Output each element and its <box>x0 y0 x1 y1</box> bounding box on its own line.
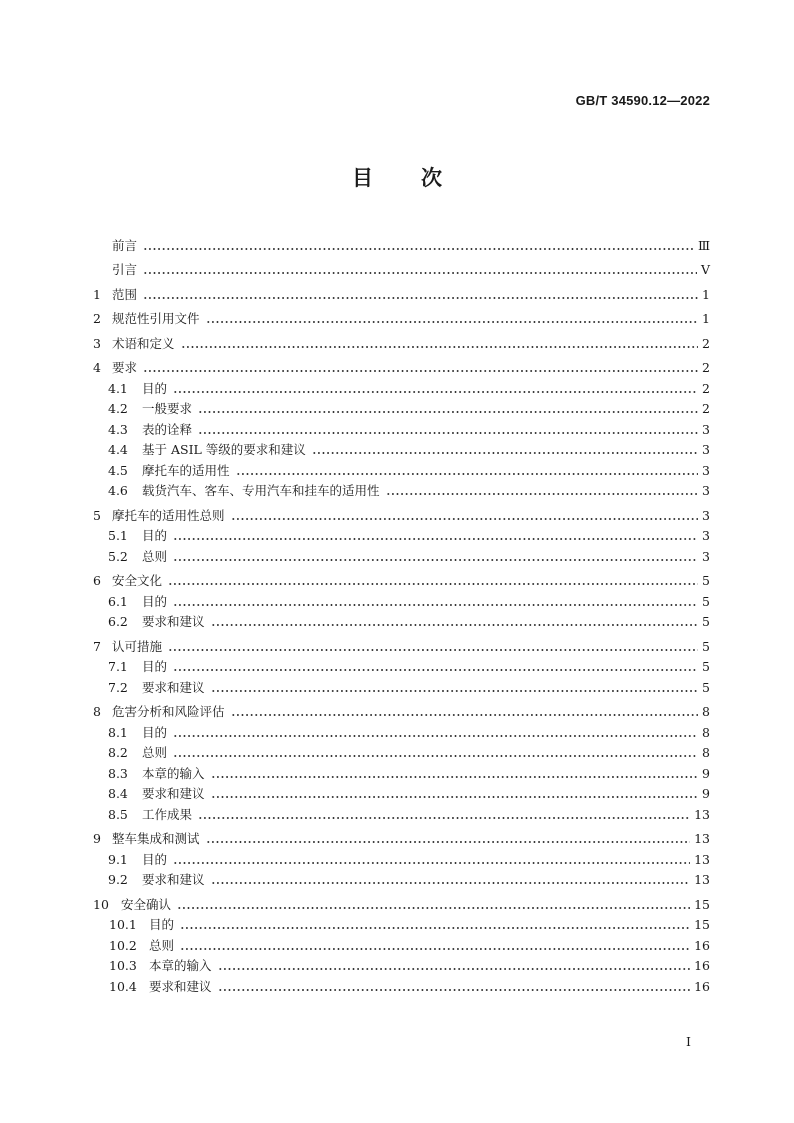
toc-entry-label: 要求 <box>112 360 138 375</box>
toc-entry-number: 7.1 <box>108 659 128 674</box>
toc-entry-label: 目的 <box>142 851 168 867</box>
toc-entry[interactable] <box>93 524 710 545</box>
toc-entry[interactable] <box>93 720 710 741</box>
toc-entry[interactable] <box>93 352 710 377</box>
toc-entry[interactable] <box>93 847 710 868</box>
toc-entry[interactable] <box>93 327 710 352</box>
toc-entry[interactable] <box>93 888 710 913</box>
toc-entry-number: 10.4 <box>109 978 137 994</box>
toc-entry-label: 表的诠释 <box>142 421 193 437</box>
toc-entry[interactable] <box>93 630 710 655</box>
dot-leader <box>211 796 698 798</box>
toc-entry-page: 8 <box>702 704 710 719</box>
toc-entry[interactable] <box>93 954 710 975</box>
toc-entry-page: 3 <box>702 462 710 478</box>
toc-entry-page: 3 <box>702 507 710 523</box>
toc-entry-label: 整车集成和测试 <box>112 831 200 846</box>
toc-entry[interactable] <box>93 479 710 500</box>
toc-entry-page: 5 <box>702 638 710 654</box>
toc-entry-page: 5 <box>702 614 710 629</box>
toc-entry[interactable] <box>93 254 710 279</box>
toc-entry-number: 10.2 <box>109 937 137 953</box>
toc-entry-label: 安全确认 <box>121 896 172 912</box>
toc-entry[interactable] <box>93 544 710 565</box>
toc-entry[interactable] <box>93 589 710 610</box>
toc-entry[interactable] <box>93 303 710 328</box>
toc-entry-label: 总则 <box>142 745 168 760</box>
toc-entry-number: 7.2 <box>108 679 128 695</box>
toc-entry-label: 目的 <box>142 380 168 396</box>
toc-entry-number: 8.2 <box>108 745 128 760</box>
toc-entry-page: 5 <box>702 659 710 674</box>
dot-leader <box>206 841 691 843</box>
dot-leader <box>168 649 698 651</box>
toc-entry-number: 8.1 <box>108 724 128 740</box>
toc-entry-page: 8 <box>702 745 710 760</box>
toc-entry-label: 摩托车的适用性总则 <box>112 507 225 523</box>
toc-entry-label: 引言 <box>112 262 138 277</box>
toc-entry-number: 2 <box>93 311 101 326</box>
toc-entry-label: 范围 <box>112 286 138 302</box>
dot-leader <box>198 817 690 819</box>
toc-entry-label: 载货汽车、客车、专用汽车和挂车的适用性 <box>142 483 380 498</box>
toc-entry[interactable] <box>93 499 710 524</box>
toc-entry[interactable] <box>93 655 710 676</box>
dot-leader <box>386 493 698 495</box>
toc-entry-page: 2 <box>702 360 710 375</box>
toc-entry-page: 9 <box>702 765 710 781</box>
toc-entry-page: 5 <box>702 573 710 588</box>
toc-entry-number: 5.2 <box>108 548 128 564</box>
toc-entry-number: 10.3 <box>109 958 137 973</box>
toc-entry-label: 要求和建议 <box>142 679 205 695</box>
toc-entry-page: 1 <box>702 286 710 302</box>
dot-leader <box>211 882 691 884</box>
toc-entry-label: 认可措施 <box>112 638 163 654</box>
toc-entry[interactable] <box>93 823 710 848</box>
toc-entry-number: 4 <box>93 360 101 375</box>
dot-leader <box>198 432 698 434</box>
toc-entry-label: 目的 <box>149 917 175 932</box>
page-number: I <box>686 1034 691 1049</box>
toc-entry-page: 15 <box>694 917 710 932</box>
toc-entry-number: 4.5 <box>108 462 128 478</box>
toc-entry-page: 3 <box>702 421 710 437</box>
toc-entry[interactable] <box>93 417 710 438</box>
toc-entry-number: 6 <box>93 573 101 588</box>
toc-entry-number: 1 <box>93 286 101 302</box>
toc-entry-label: 总则 <box>149 937 175 953</box>
dot-leader <box>143 370 698 372</box>
toc-entry-page: 1 <box>702 311 710 326</box>
toc-entry-number: 6.1 <box>108 593 128 609</box>
toc-entry-number: 10.1 <box>109 917 137 932</box>
toc-entry[interactable] <box>93 458 710 479</box>
dot-leader <box>231 518 698 520</box>
toc-entry[interactable] <box>93 438 710 459</box>
toc-entry-number: 8.5 <box>108 806 128 822</box>
toc-entry-page: 9 <box>702 786 710 801</box>
dot-leader <box>312 452 698 454</box>
dot-leader <box>143 272 697 274</box>
toc-entry[interactable] <box>93 761 710 782</box>
dot-leader <box>173 669 698 671</box>
toc-entry-number: 9.1 <box>108 851 128 867</box>
dot-leader <box>218 968 691 970</box>
toc-entry[interactable] <box>93 741 710 762</box>
toc-entry-number: 7 <box>93 638 101 654</box>
toc-entry[interactable] <box>93 610 710 631</box>
toc-entry-page: 13 <box>694 851 710 867</box>
dot-leader <box>231 714 698 716</box>
toc-entry-page: 16 <box>694 937 710 953</box>
dot-leader <box>211 776 698 778</box>
toc-entry-page: 5 <box>702 593 710 609</box>
dot-leader <box>181 346 698 348</box>
dot-leader <box>236 473 698 475</box>
toc-entry[interactable] <box>93 782 710 803</box>
toc-entry-label: 工作成果 <box>142 806 193 822</box>
toc-entry-number: 8.3 <box>108 765 128 781</box>
toc-entry-page: 2 <box>702 401 710 416</box>
toc-entry-label: 目的 <box>142 528 168 543</box>
toc-entry-number: 4.3 <box>108 421 128 437</box>
dot-leader <box>211 690 698 692</box>
dot-leader <box>173 755 698 757</box>
toc-entry[interactable] <box>93 696 710 721</box>
dot-leader <box>168 583 698 585</box>
dot-leader <box>206 321 698 323</box>
toc-entry-label: 目的 <box>142 593 168 609</box>
dot-leader <box>218 989 691 991</box>
toc-entry-number: 6.2 <box>108 614 128 629</box>
toc-entry[interactable] <box>93 229 710 254</box>
toc-entry-page: 16 <box>694 958 710 973</box>
dot-leader <box>180 927 690 929</box>
toc-entry-page: 2 <box>702 380 710 396</box>
toc-entry-label: 本章的输入 <box>142 765 205 781</box>
toc-entry-label: 规范性引用文件 <box>112 311 200 326</box>
dot-leader <box>173 391 698 393</box>
toc-entry-number: 4.4 <box>108 442 128 457</box>
toc-entry[interactable] <box>93 376 710 397</box>
toc-entry-label: 前言 <box>112 237 138 253</box>
toc-entry-label: 安全文化 <box>112 573 163 588</box>
toc-entry-label: 危害分析和风险评估 <box>112 704 225 719</box>
toc-entry-page: 2 <box>702 335 710 351</box>
toc-entry-number: 8 <box>93 704 101 719</box>
toc-entry-page: 13 <box>694 806 710 822</box>
page-title: 目次 <box>352 166 490 190</box>
toc-entry-label: 术语和定义 <box>112 335 175 351</box>
toc-entry-page: 8 <box>702 724 710 740</box>
toc-entry[interactable] <box>93 933 710 954</box>
toc-entry[interactable] <box>93 278 710 303</box>
toc-entry-page: 16 <box>694 978 710 994</box>
dot-leader <box>143 297 698 299</box>
dot-leader <box>173 559 698 561</box>
toc-entry[interactable] <box>93 974 710 995</box>
toc-entry-page: 3 <box>702 483 710 498</box>
toc-entry-number: 3 <box>93 335 101 351</box>
toc-entry-label: 摩托车的适用性 <box>142 462 230 478</box>
toc-entry-number: 10 <box>93 896 109 912</box>
toc-entry-number: 4.2 <box>108 401 128 416</box>
toc-entry-label: 目的 <box>142 659 168 674</box>
toc-entry-label: 要求和建议 <box>142 614 205 629</box>
toc-entry-page: Ⅲ <box>697 237 710 253</box>
toc-entry-number: 5 <box>93 507 101 523</box>
dot-leader <box>173 862 690 864</box>
table-of-contents <box>93 229 710 995</box>
toc-entry[interactable] <box>93 565 710 590</box>
toc-entry-label: 要求和建议 <box>142 872 205 887</box>
standard-code: GB/T 34590.12—2022 <box>575 93 710 108</box>
dot-leader <box>180 948 690 950</box>
dot-leader <box>173 735 698 737</box>
dot-leader <box>173 538 698 540</box>
toc-entry-page: 13 <box>694 872 710 887</box>
toc-entry[interactable] <box>93 868 710 889</box>
toc-entry[interactable] <box>93 675 710 696</box>
toc-entry-number: 5.1 <box>108 528 128 543</box>
toc-entry[interactable] <box>93 802 710 823</box>
toc-entry-label: 要求和建议 <box>149 978 212 994</box>
dot-leader <box>143 248 694 250</box>
toc-entry-number: 4.1 <box>108 380 128 396</box>
toc-entry[interactable] <box>93 397 710 418</box>
toc-entry-page: 15 <box>694 896 710 912</box>
toc-entry-page: 3 <box>702 548 710 564</box>
toc-entry-number: 4.6 <box>108 483 128 498</box>
toc-entry-label: 本章的输入 <box>149 958 212 973</box>
toc-entry-page: 5 <box>702 679 710 695</box>
toc-entry[interactable] <box>93 913 710 934</box>
toc-entry-page: 3 <box>702 442 710 457</box>
toc-entry-number: 8.4 <box>108 786 128 801</box>
dot-leader <box>173 604 698 606</box>
toc-entry-label: 目的 <box>142 724 168 740</box>
dot-leader <box>211 624 698 626</box>
toc-entry-label: 基于 ASIL 等级的要求和建议 <box>142 442 306 457</box>
toc-entry-label: 总则 <box>142 548 168 564</box>
toc-entry-label: 一般要求 <box>142 401 193 416</box>
toc-entry-page: Ⅴ <box>700 262 710 277</box>
dot-leader <box>177 907 690 909</box>
toc-entry-number: 9.2 <box>108 872 128 887</box>
toc-entry-number: 9 <box>93 831 101 846</box>
toc-entry-label: 要求和建议 <box>142 786 205 801</box>
toc-entry-page: 3 <box>702 528 710 543</box>
toc-entry-page: 13 <box>694 831 710 846</box>
dot-leader <box>198 411 698 413</box>
